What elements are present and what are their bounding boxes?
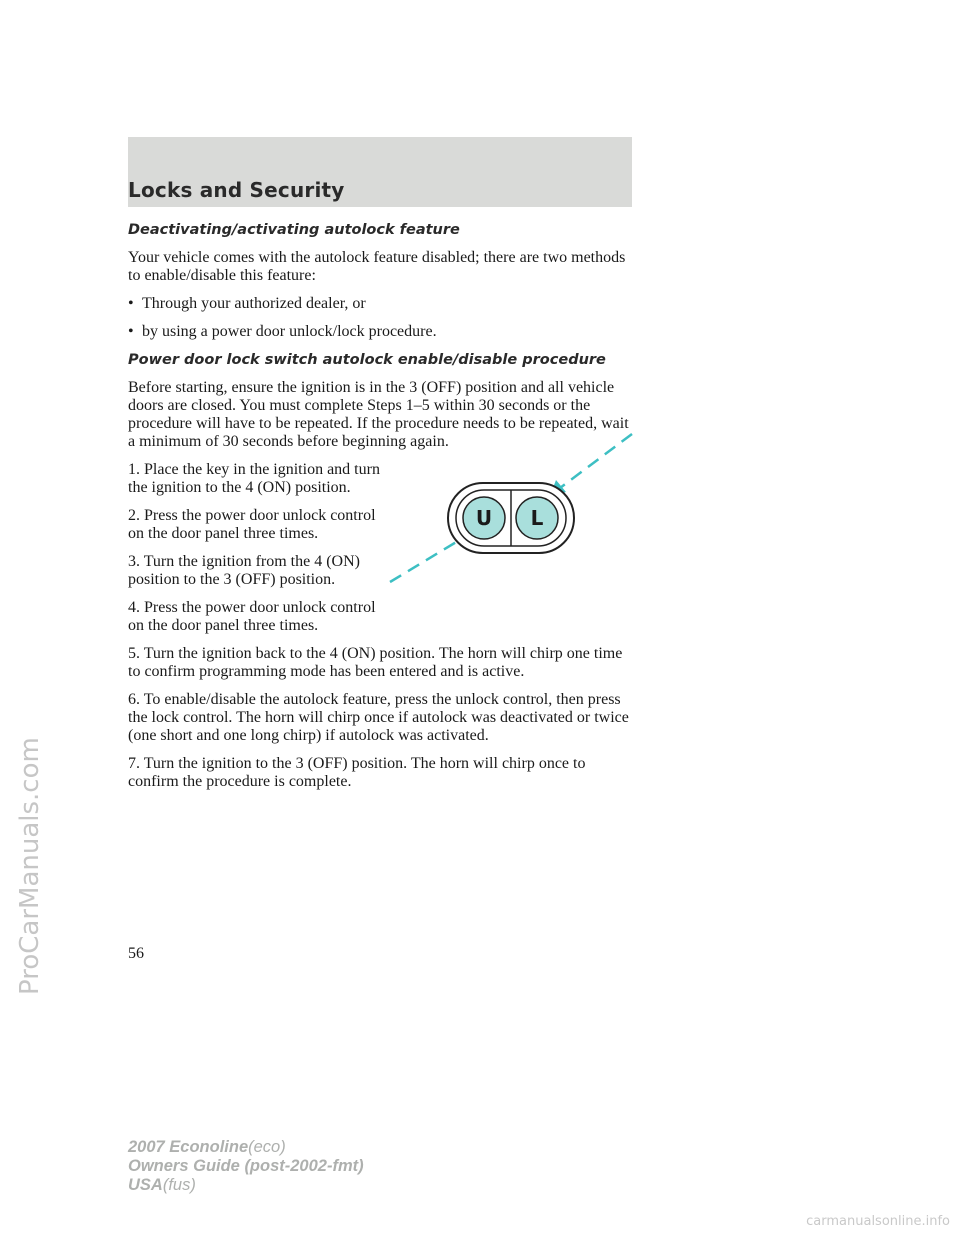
side-watermark [8, 450, 48, 1010]
footer [128, 1138, 364, 1195]
section-title: Locks and Security [128, 178, 345, 202]
footer-line-3: USA(fus) [128, 1176, 196, 1194]
unlock-label: U [475, 506, 493, 530]
bullet-icon: • [128, 323, 134, 340]
procedure-step: 7. Turn the ignition to the 3 (OFF) position. The horn will chirp once to confirm the procedure is complete. [128, 755, 586, 790]
list-item [128, 323, 632, 341]
procedure-heading: Power door lock switch autolock enable/disable procedure [128, 352, 606, 368]
lock-label: L [530, 506, 544, 530]
footer-line-1: 2007 Econoline(eco) [128, 1138, 286, 1156]
procedure-step: 2. Press the power door unlock control on the door panel three times. [128, 507, 376, 542]
unlock-arrow-line [390, 541, 458, 582]
footer-line-2: Owners Guide (post-2002-fmt) [128, 1157, 364, 1175]
procedure-intro: Before starting, ensure the ignition is in the 3 (OFF) position and all vehicle doors are closed. You must complete Steps 1–5 within 30 seconds or the procedure will have to be repeated. If the procedure needs to be repeated, wait a minimum of 30 seconds before beginning again. [128, 379, 629, 450]
page-number: 56 [128, 945, 144, 962]
bullet-text: Through your authorized dealer, or [142, 295, 366, 312]
lock-arrow-line [560, 434, 632, 488]
autolock-heading: Deactivating/activating autolock feature [128, 222, 460, 238]
bullet-icon: • [128, 295, 134, 312]
procedure-step: 4. Press the power door unlock control on the door panel three times. [128, 599, 376, 634]
procedure-step: 1. Place the key in the ignition and turn the ignition to the 4 (ON) position. [128, 461, 380, 496]
side-watermark-text: ProCarManuals.com [15, 737, 45, 995]
autolock-intro: Your vehicle comes with the autolock feature disabled; there are two methods to enable/disable this feature: [128, 249, 626, 284]
list-item [128, 295, 632, 313]
bottom-watermark: carmanualsonline.info [806, 1214, 950, 1229]
bullet-text: by using a power door unlock/lock procedure. [142, 323, 437, 340]
procedure-step: 6. To enable/disable the autolock feature, press the unlock control, then press the lock control. The horn will chirp once if autolock was deactivated or twice (one short and one long chirp) if autolock was activated. [128, 691, 629, 744]
door-lock-switch-diagram [384, 408, 640, 588]
procedure-step: 5. Turn the ignition back to the 4 (ON) position. The horn will chirp one time to confirm programming mode has been entered and is active. [128, 645, 623, 680]
procedure-step: 3. Turn the ignition from the 4 (ON) position to the 3 (OFF) position. [128, 553, 360, 588]
